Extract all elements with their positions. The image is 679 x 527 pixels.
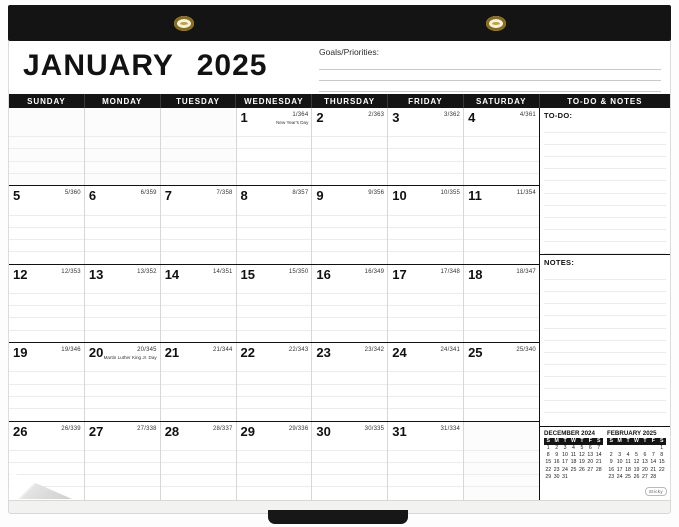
month-name: JANUARY (23, 49, 174, 82)
day-number: 19 (13, 345, 28, 361)
mini-day (641, 445, 649, 452)
weekday-header-sunday: SUNDAY (9, 94, 85, 108)
goals-line[interactable] (319, 81, 661, 92)
mini-calendar-december (544, 430, 603, 498)
goals-line[interactable] (319, 70, 661, 81)
julian-day: 12/353 (61, 268, 81, 275)
day-cell[interactable] (9, 108, 85, 185)
julian-day: 18/347 (516, 268, 536, 275)
week-row (9, 186, 540, 264)
mini-day: 11 (570, 452, 577, 459)
day-cell[interactable] (388, 343, 464, 420)
weekday-header-saturday: SATURDAY (464, 94, 540, 108)
day-number: 30 (316, 423, 331, 439)
mini-day: 15 (545, 459, 552, 466)
mini-day (649, 445, 657, 452)
julian-day: 1/364 (292, 112, 309, 118)
mini-dow: T (563, 438, 567, 444)
goals-label: Goals/Priorities: (319, 47, 379, 57)
todo-line[interactable] (544, 218, 666, 230)
todo-line[interactable] (544, 194, 666, 206)
julian-day: 8/357 (292, 190, 309, 197)
cell-rules (161, 360, 236, 409)
desk-stand (268, 510, 408, 524)
day-cell[interactable] (464, 186, 540, 263)
sheet-header (9, 41, 670, 94)
mini-dow: T (643, 438, 647, 444)
mini-day: 20 (587, 459, 594, 466)
day-number: 2 (316, 110, 324, 125)
day-number: 1 (240, 110, 248, 125)
cell-rules (464, 125, 539, 174)
day-number: 7 (164, 188, 172, 204)
goals-section (319, 47, 661, 92)
mini-day: 8 (660, 452, 664, 459)
cell-rules (464, 360, 539, 409)
mini-day: 12 (633, 459, 640, 466)
notes-line[interactable] (544, 280, 666, 292)
day-cell[interactable] (9, 265, 85, 342)
day-cell[interactable] (312, 343, 388, 420)
day-cell[interactable] (85, 265, 161, 342)
notes-line[interactable] (544, 341, 666, 353)
julian-day: 26/339 (61, 425, 81, 432)
mini-day: 8 (546, 452, 550, 459)
cell-rules (312, 360, 387, 409)
cell-rules (85, 360, 160, 409)
julian-day: 28/337 (212, 425, 233, 432)
mini-day: 11 (625, 459, 631, 466)
holiday-label: New Year's Day (276, 120, 309, 125)
mini-day: 7 (597, 445, 601, 451)
notes-line[interactable] (544, 329, 666, 341)
day-cell[interactable] (388, 422, 464, 500)
day-number: 6 (88, 188, 97, 204)
cell-rules (85, 203, 160, 252)
todo-label: TO-DO: (544, 111, 573, 120)
weekday-header-row (9, 94, 670, 108)
grommet-hole-right (486, 16, 506, 31)
julian-day: 19/346 (61, 347, 81, 354)
day-number: 9 (316, 188, 324, 204)
notes-line[interactable] (544, 292, 666, 304)
todo-line[interactable] (544, 145, 666, 157)
mini-day: 2 (555, 445, 559, 451)
mini-day: 3 (618, 452, 622, 459)
day-number: 12 (13, 266, 28, 282)
day-cell[interactable] (237, 422, 313, 500)
cell-rules (237, 125, 312, 174)
todo-line[interactable] (544, 157, 666, 169)
day-number: 18 (468, 266, 483, 282)
mini-day: 29 (545, 473, 552, 480)
week-row (9, 343, 540, 421)
day-number: 17 (392, 266, 407, 282)
day-cell[interactable] (85, 108, 161, 185)
mini-day: 25 (625, 473, 631, 480)
day-cell[interactable] (85, 186, 161, 263)
cell-rules (237, 282, 312, 331)
mini-day: 27 (587, 466, 594, 473)
mini-day: 21 (650, 466, 657, 473)
cell-rules (237, 360, 312, 409)
mini-day: 14 (650, 459, 657, 466)
cell-rules (237, 439, 312, 488)
julian-day: 3/362 (444, 112, 461, 118)
julian-day: 14/351 (212, 268, 233, 275)
mini-day: 9 (555, 452, 559, 459)
day-cell[interactable] (237, 108, 313, 185)
mini-day: 25 (570, 466, 577, 473)
mini-day: 12 (579, 452, 585, 459)
mini-day: 10 (616, 459, 623, 466)
weekday-header-tuesday: TUESDAY (161, 94, 237, 108)
julian-day: 4/361 (519, 112, 536, 118)
cell-rules (85, 439, 160, 488)
julian-day: 31/334 (440, 425, 461, 432)
mini-day: 23 (553, 466, 560, 473)
day-number: 29 (240, 423, 255, 439)
day-cell[interactable] (161, 265, 237, 342)
mini-dow: M (554, 438, 559, 444)
mini-day: 17 (562, 459, 568, 466)
julian-day: 30/335 (364, 425, 385, 432)
calendar-grid (9, 108, 670, 500)
weekday-header-friday: FRIDAY (388, 94, 464, 108)
grommet-hole-left (174, 16, 194, 31)
mini-day: 9 (609, 459, 613, 466)
day-cell[interactable] (237, 265, 313, 342)
day-cell[interactable] (85, 343, 161, 420)
mini-dow: S (597, 438, 601, 444)
mini-day: 16 (608, 466, 615, 473)
cell-rules (85, 125, 160, 174)
day-number: 20 (88, 345, 104, 361)
day-number: 21 (164, 345, 180, 361)
julian-day: 15/350 (288, 268, 309, 275)
mini-dow: W (571, 438, 576, 444)
day-cell[interactable] (464, 343, 540, 420)
cell-rules (464, 203, 539, 252)
mini-day: 4 (572, 445, 575, 451)
day-cell[interactable] (237, 343, 313, 420)
weekday-header-thursday: THURSDAY (312, 94, 388, 108)
mini-dow: S (609, 438, 613, 444)
calendar-sheet (8, 41, 671, 500)
mini-day: 16 (553, 459, 560, 466)
day-number: 31 (392, 423, 407, 439)
day-cell[interactable] (388, 265, 464, 342)
notes-line[interactable] (544, 377, 666, 389)
mini-day (624, 445, 632, 452)
mini-dow: W (634, 438, 639, 444)
notes-label: NOTES: (544, 258, 575, 268)
mini-day: 31 (562, 473, 568, 480)
julian-day: 7/358 (216, 190, 233, 197)
cell-rules (9, 360, 84, 409)
day-number: 8 (240, 188, 248, 204)
cell-rules (312, 125, 387, 174)
mini-day: 6 (588, 445, 592, 451)
cell-rules (464, 439, 539, 488)
mini-day: 28 (595, 466, 602, 473)
notes-line[interactable] (544, 304, 666, 316)
week-row (9, 422, 540, 500)
cell-rules (161, 282, 236, 331)
day-number: 15 (240, 266, 255, 282)
day-number: 10 (392, 188, 407, 204)
notes-line[interactable] (544, 353, 666, 365)
cell-rules (464, 282, 539, 331)
julian-day: 6/359 (140, 190, 157, 197)
mini-weekday-row (544, 438, 603, 445)
todo-line[interactable] (544, 133, 666, 145)
holiday-label: Martin Luther King Jr. Day (103, 355, 157, 361)
mini-day (607, 445, 615, 452)
goals-line[interactable] (319, 59, 661, 70)
day-number: 4 (468, 110, 476, 125)
mini-dow: S (546, 438, 550, 444)
goals-writing-lines[interactable] (319, 59, 661, 92)
julian-day: 2/363 (368, 112, 385, 118)
todo-line[interactable] (544, 230, 666, 242)
week-rows (9, 108, 540, 500)
weekday-header-monday: MONDAY (85, 94, 161, 108)
notes-writing-lines[interactable] (540, 268, 670, 413)
julian-day: 23/342 (364, 347, 385, 354)
day-cell[interactable] (237, 186, 313, 263)
notes-block (540, 254, 670, 413)
day-cell[interactable] (312, 186, 388, 263)
mini-day (658, 474, 666, 481)
day-cell[interactable] (312, 422, 388, 500)
julian-day: 13/352 (137, 268, 157, 275)
julian-day: 21/344 (212, 347, 233, 354)
mini-dow: F (588, 438, 592, 444)
day-cell[interactable] (85, 422, 161, 500)
day-number: 23 (316, 345, 331, 361)
notes-line[interactable] (544, 389, 666, 401)
mini-day: 19 (579, 459, 585, 466)
mini-day-grid (607, 445, 666, 481)
mini-day: 24 (562, 466, 568, 473)
mini-day: 23 (608, 473, 615, 480)
mini-dow: T (580, 438, 584, 444)
mini-day: 30 (553, 473, 560, 480)
day-cell[interactable] (388, 186, 464, 263)
day-cell[interactable] (9, 186, 85, 263)
mini-month-title: FEBRUARY 2025 (607, 430, 657, 437)
todo-line[interactable] (544, 181, 666, 193)
julian-day: 11/354 (516, 190, 536, 197)
day-number: 11 (468, 188, 482, 204)
cell-rules (312, 439, 387, 488)
day-number: 22 (240, 345, 255, 361)
mini-day-grid (544, 445, 603, 481)
notes-line[interactable] (544, 316, 666, 328)
julian-day: 24/341 (440, 347, 461, 354)
cell-rules (388, 203, 463, 252)
day-cell[interactable] (388, 108, 464, 185)
mini-day: 7 (651, 452, 655, 459)
mini-day: 22 (658, 466, 665, 473)
day-number: 25 (468, 345, 483, 361)
month-title (23, 49, 267, 83)
mini-day: 26 (633, 473, 640, 480)
day-number: 3 (392, 110, 400, 125)
julian-day: 20/345 (137, 347, 157, 354)
weekday-header-wednesday: WEDNESDAY (236, 94, 312, 108)
todo-line[interactable] (544, 206, 666, 218)
todo-notes-column (540, 108, 670, 500)
cell-rules (161, 203, 236, 252)
day-number: 5 (13, 188, 21, 204)
todo-block (540, 108, 670, 254)
week-row (9, 108, 540, 186)
notes-column-header: TO-DO & NOTES (567, 96, 643, 106)
mini-day: 10 (562, 452, 568, 459)
mini-dow: S (660, 438, 664, 444)
mini-day: 18 (570, 459, 577, 466)
mini-day: 1 (660, 445, 664, 451)
day-number: 24 (392, 345, 407, 361)
day-number: 14 (164, 266, 180, 282)
mini-dow: M (617, 438, 622, 444)
year-label: 2025 (196, 49, 268, 82)
notes-line[interactable] (544, 365, 666, 377)
day-cell[interactable] (464, 265, 540, 342)
mini-day: 1 (546, 445, 550, 451)
binder-strip (8, 5, 671, 41)
cell-rules (388, 360, 463, 409)
mini-day: 17 (616, 466, 623, 473)
week-row (9, 265, 540, 343)
day-number: 13 (88, 266, 104, 282)
day-cell[interactable] (464, 422, 540, 500)
day-cell[interactable] (161, 108, 237, 185)
cell-rules (388, 125, 463, 174)
mini-day: 13 (587, 452, 594, 459)
notes-line[interactable] (544, 268, 666, 280)
mini-day: 4 (626, 452, 630, 459)
day-cell[interactable] (161, 186, 237, 263)
mini-day: 14 (595, 452, 602, 459)
julian-day: 22/343 (288, 347, 309, 354)
cell-rules (388, 282, 463, 331)
julian-day: 9/356 (368, 190, 385, 197)
mini-day: 22 (545, 466, 552, 473)
cell-rules (312, 203, 387, 252)
day-number: 16 (316, 266, 331, 282)
mini-day: 19 (633, 466, 640, 473)
todo-line[interactable] (544, 242, 666, 254)
mini-day: 28 (650, 473, 657, 480)
day-number: 26 (13, 423, 28, 439)
brand-tag: Sticky (645, 487, 667, 496)
day-cell[interactable] (9, 343, 85, 420)
mini-day: 20 (642, 466, 648, 473)
mini-dow: F (651, 438, 655, 444)
julian-day: 5/360 (64, 190, 81, 197)
day-cell[interactable] (312, 265, 388, 342)
mini-day: 15 (658, 459, 665, 466)
mini-day: 13 (642, 459, 648, 466)
day-number: 28 (164, 423, 180, 439)
mini-day: 5 (635, 452, 638, 459)
mini-weekday-row (607, 438, 666, 445)
mini-day (615, 445, 623, 452)
cell-rules (388, 439, 463, 488)
mini-day: 3 (563, 445, 567, 451)
julian-day: 25/340 (516, 347, 536, 354)
day-cell[interactable] (312, 108, 388, 185)
cell-rules (312, 282, 387, 331)
julian-day: 16/349 (364, 268, 385, 275)
day-cell[interactable] (161, 422, 237, 500)
julian-day: 27/338 (137, 425, 157, 432)
mini-day: 21 (595, 459, 602, 466)
cell-rules (9, 125, 84, 174)
mini-day: 5 (580, 445, 584, 451)
mini-month-title: DECEMBER 2024 (544, 430, 595, 437)
day-number: 27 (88, 423, 104, 439)
cell-rules (161, 125, 236, 174)
mini-day (632, 445, 640, 452)
cell-rules (9, 282, 84, 331)
notes-line[interactable] (544, 401, 666, 413)
mini-day: 24 (616, 473, 623, 480)
day-cell[interactable] (161, 343, 237, 420)
todo-line[interactable] (544, 121, 666, 133)
julian-day: 17/348 (440, 268, 461, 275)
cell-rules (237, 203, 312, 252)
day-cell[interactable] (464, 108, 540, 185)
mini-dow: T (626, 438, 630, 444)
mini-day: 18 (625, 466, 631, 473)
todo-line[interactable] (544, 169, 666, 181)
julian-day: 10/355 (440, 190, 461, 197)
julian-day: 29/336 (288, 425, 309, 432)
cell-rules (161, 439, 236, 488)
cell-rules (85, 282, 160, 331)
mini-day: 27 (642, 473, 648, 480)
mini-day: 2 (609, 452, 613, 459)
cell-rules (9, 203, 84, 252)
todo-writing-lines[interactable] (540, 121, 670, 254)
mini-day: 26 (579, 466, 585, 473)
mini-day: 6 (643, 452, 647, 459)
